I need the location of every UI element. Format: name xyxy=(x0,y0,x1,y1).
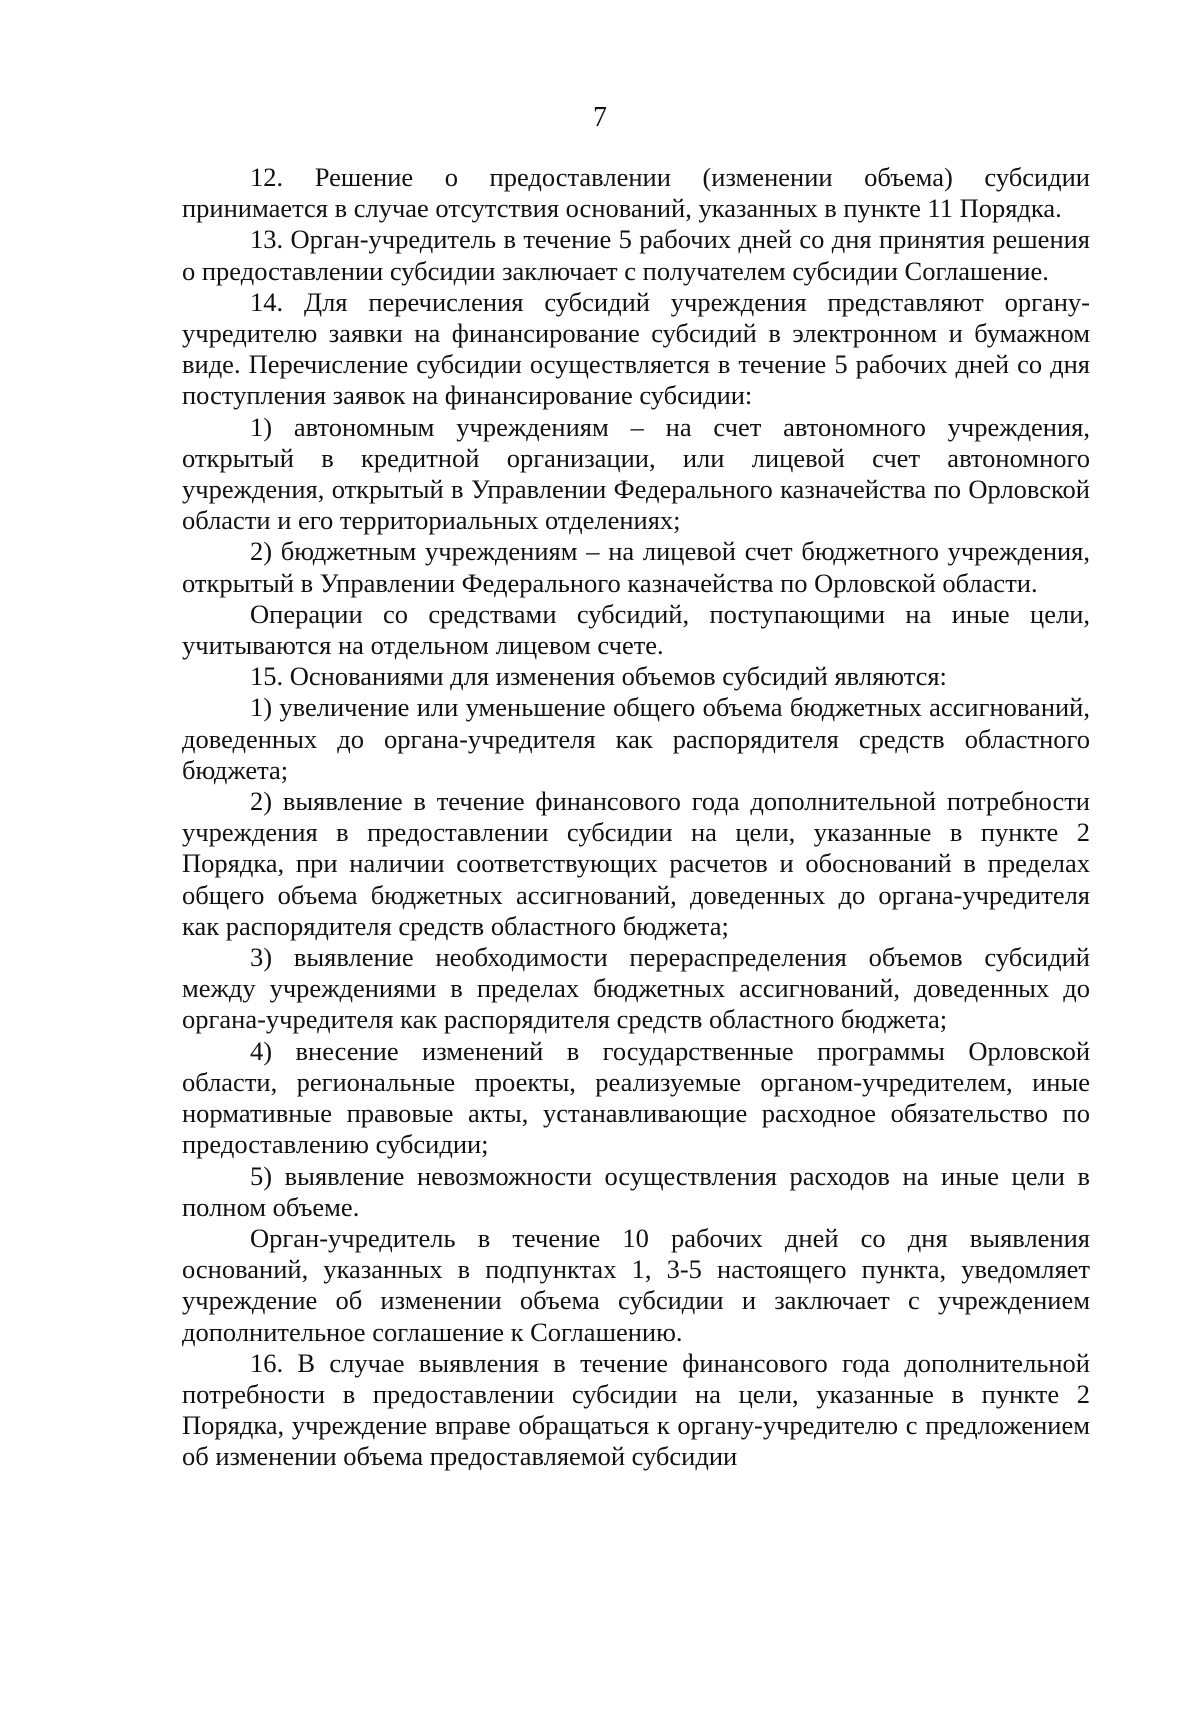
paragraph-15-item-5: 5) выявление невозможности осуществления расходов на иные цели в полном объеме. xyxy=(182,1160,1090,1222)
paragraph-16: 16. В случае выявления в течение финансового года дополнительной потребности в предоставлении субсидии на цели, указанные в пункте 2 Порядка, учреждение вправе обращаться к органу-учредителю с предложением об изменении объема предоставляемой субсидии xyxy=(182,1347,1090,1472)
paragraph-15-item-4: 4) внесение изменений в государственные программы Орловской области, региональные проекты, реализуемые органом-учредителем, иные нормативные правовые акты, устанавливающие расходное обязательство по предоставлению субсидии; xyxy=(182,1035,1090,1160)
paragraph-13: 13. Орган-учредитель в течение 5 рабочих дней со дня принятия решения о предоставлении субсидии заключает с получателем субсидии Соглашение. xyxy=(182,224,1090,286)
paragraph-14-operations: Операции со средствами субсидий, поступающими на иные цели, учитываются на отдельном лицевом счете. xyxy=(182,598,1090,661)
paragraph-15-notice: Орган-учредитель в течение 10 рабочих дней со дня выявления оснований, указанных в подпунктах 1, 3-5 настоящего пункта, уведомляет учреждение об изменении объема субсидии и заключает с учреждением дополнительное соглашение к Соглашению. xyxy=(182,1222,1090,1347)
paragraph-15-item-3: 3) выявление необходимости перераспределения объемов субсидий между учреждениями в пределах бюджетных ассигнований, доведенных до органа-учредителя как распорядителя средств областного бюджета; xyxy=(182,942,1090,1035)
document-body xyxy=(182,162,1090,1473)
paragraph-12: 12. Решение о предоставлении (изменении объема) субсидии принимается в случае отсутствия оснований, указанных в пункте 11 Порядка. xyxy=(182,162,1090,224)
paragraph-14-item-2: 2) бюджетным учреждениям – на лицевой счет бюджетного учреждения, открытый в Управлении Федерального казначейства по Орловской области. xyxy=(182,536,1090,598)
paragraph-14: 14. Для перечисления субсидий учреждения представляют органу-учредителю заявки на финансирование субсидий в электронном и бумажном виде. Перечисление субсидии осуществляется в течение 5 рабочих дней со дня поступления заявок на финансирование субсидии: xyxy=(182,286,1090,411)
paragraph-15-item-1: 1) увеличение или уменьшение общего объема бюджетных ассигнований, доведенных до органа-учредителя как распорядителя средств областного бюджета; xyxy=(182,692,1090,785)
paragraph-14-item-1: 1) автономным учреждениям – на счет автономного учреждения, открытый в кредитной организации, или лицевой счет автономного учреждения, открытый в Управлении Федерального казначейства по Орловской области и его территориальных отделениях; xyxy=(182,411,1090,536)
page-number: 7 xyxy=(593,102,607,133)
paragraph-15-item-2: 2) выявление в течение финансового года дополнительной потребности учреждения в предоставлении субсидии на цели, указанные в пункте 2 Порядка, при наличии соответствующих расчетов и обоснований в пределах общего объема бюджетных ассигнований, доведенных до органа-учредителя как распорядителя средств областного бюджета; xyxy=(182,786,1090,941)
paragraph-15: 15. Основаниями для изменения объемов субсидий являются: xyxy=(250,661,947,692)
